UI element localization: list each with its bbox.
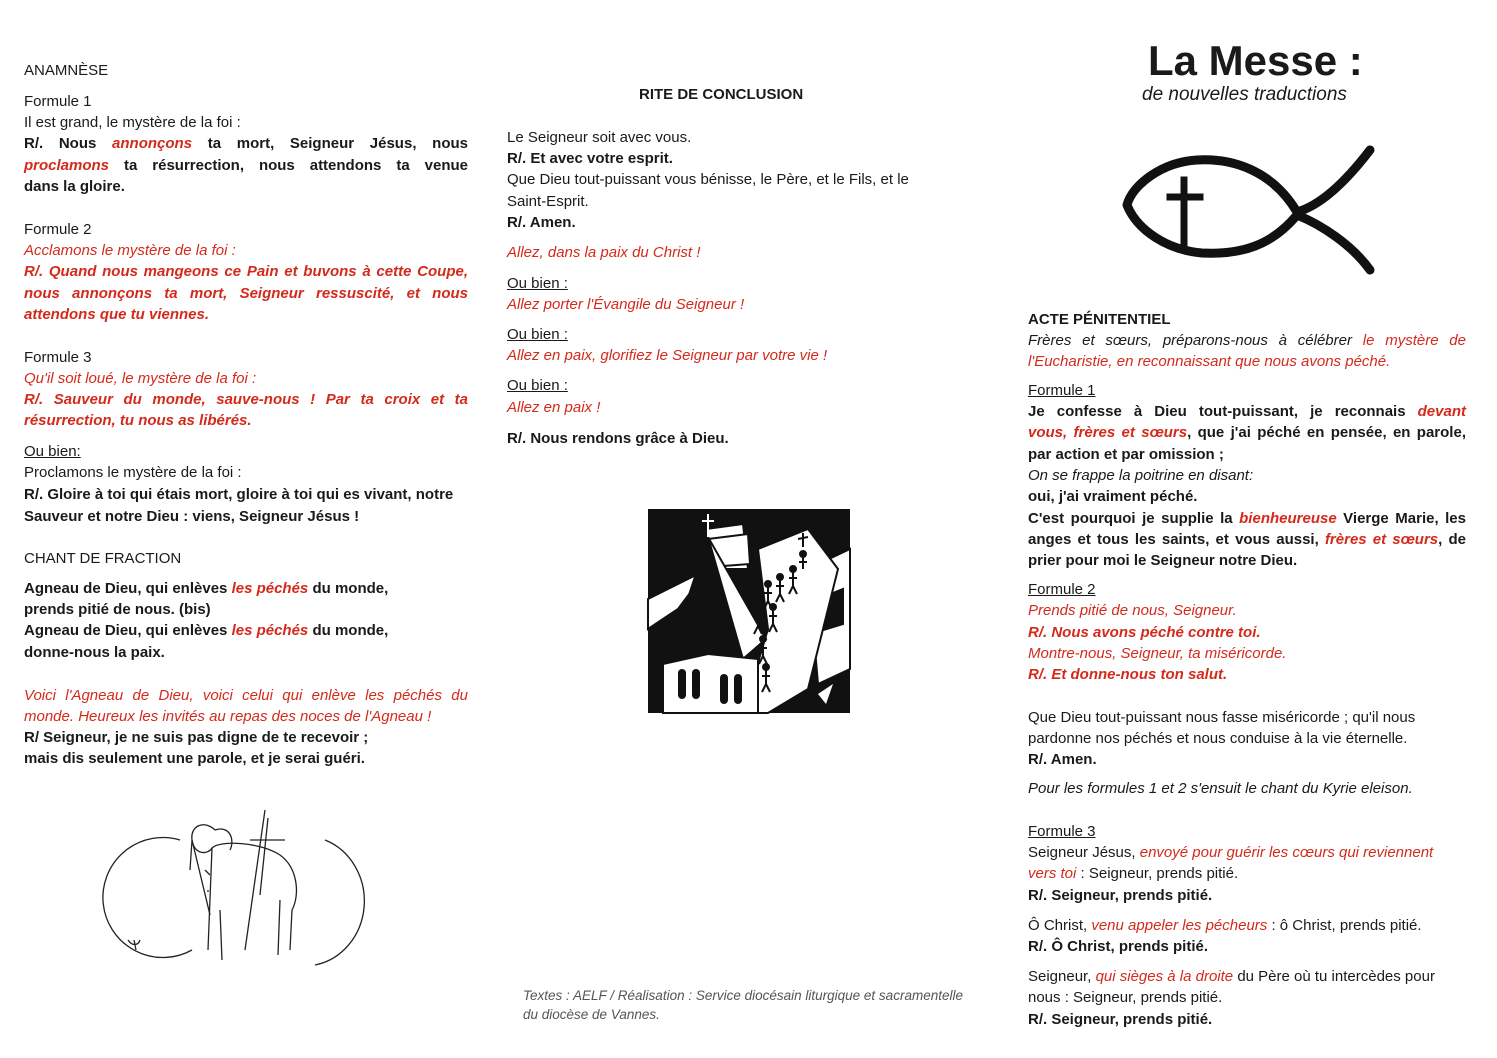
rite-line-10: R/. Nous rendons grâce à Dieu.: [507, 430, 729, 447]
formule-2-intro: Acclamons le mystère de la foi :: [24, 242, 236, 259]
ou-bien-2: Ou bien :: [507, 326, 568, 343]
formule-1-label: Formule 1: [24, 93, 92, 110]
formule-1-response-line-1: R/. Nous annonçons ta mort, Seigneur Jésus, nous: [24, 135, 468, 152]
rite-line-3: Que Dieu tout-puissant vous bénisse, le Père, et le Fils, et le: [507, 171, 909, 188]
formule-2-response-line-3: attendons que tu viennes.: [24, 306, 210, 323]
rite-line-2: R/. Et avec votre esprit.: [507, 150, 673, 167]
ou-bien-intro: Proclamons le mystère de la foi :: [24, 464, 242, 481]
absolution-line-2: pardonne nos péchés et nous conduise à la vie éternelle.: [1028, 730, 1408, 747]
formule-2-label: Formule 2: [24, 221, 92, 238]
ou-bien-response-line-1: R/. Gloire à toi qui étais mort, gloire à toi qui es vivant, notre: [24, 486, 454, 503]
acte-formule-3-label: Formule 3: [1028, 823, 1096, 840]
page-subtitle: de nouvelles traductions: [1142, 84, 1347, 105]
acte-intro-line-2: l'Eucharistie, en reconnaissant que nous avons péché.: [1028, 353, 1391, 370]
fraction-heading: CHANT DE FRACTION: [24, 550, 182, 567]
kyrie-1-response: R/. Seigneur, prends pitié.: [1028, 887, 1213, 904]
kyrie-2-response: R/. Seigneur, prends pitié.: [1028, 1011, 1213, 1028]
rite-line-5: R/. Amen.: [507, 214, 576, 231]
agneau-line-1: Agneau de Dieu, qui enlèves les péchés du monde,: [24, 580, 389, 597]
ou-bien-response-line-2: Sauveur et notre Dieu : viens, Seigneur Jésus !: [24, 508, 360, 525]
confiteor-line-6: anges et tous les saints, et vous aussi, frères et sœurs, de: [1028, 531, 1466, 548]
confiteor-line-2: vous, frères et sœurs, que j'ai péché en pensée, en parole,: [1028, 424, 1466, 441]
fish-ichthys-icon: [1122, 150, 1372, 270]
church-procession-illustration: [648, 509, 850, 713]
ou-bien-1: Ou bien :: [507, 275, 568, 292]
agneau-line-3: Agneau de Dieu, qui enlèves les péchés du monde,: [24, 622, 389, 639]
ou-bien-label: Ou bien:: [24, 443, 81, 460]
confiteor-line-1: Je confesse à Dieu tout-puissant, je reconnais devant: [1028, 403, 1466, 420]
kyrie-note: Pour les formules 1 et 2 s'ensuit le chant du Kyrie eleison.: [1028, 780, 1413, 797]
formule-2-response-line-1: R/. Quand nous mangeons ce Pain et buvons à cette Coupe,: [24, 263, 468, 280]
response-line-2: mais dis seulement une parole, et je serai guéri.: [24, 750, 365, 767]
acte-formule-1-label: Formule 1: [1028, 382, 1096, 399]
acte-formule-2-label: Formule 2: [1028, 581, 1096, 598]
confiteor-line-5: C'est pourquoi je supplie la bienheureuse Vierge Marie, les: [1028, 510, 1466, 527]
acte-intro-line-1: Frères et sœurs, préparons-nous à célébrer le mystère de: [1028, 332, 1466, 349]
rite-line-9: Allez en paix !: [507, 399, 601, 416]
formule-3-response-line-1: R/. Sauveur du monde, sauve-nous ! Par ta croix et ta: [24, 391, 468, 408]
credit-line-2: du diocèse de Vannes.: [523, 1007, 660, 1022]
rite-line-4: Saint-Esprit.: [507, 193, 589, 210]
agneau-line-4: donne-nous la paix.: [24, 644, 165, 661]
absolution-amen: R/. Amen.: [1028, 751, 1097, 768]
formule-2-line-3: Montre-nous, Seigneur, ta miséricorde.: [1028, 645, 1287, 662]
formule-3-intro: Qu'il soit loué, le mystère de la foi :: [24, 370, 257, 387]
credit-note: [523, 986, 993, 1024]
rite-line-7: Allez porter l'Évangile du Seigneur !: [507, 296, 745, 313]
formule-2-line-1: Prends pitié de nous, Seigneur.: [1028, 602, 1237, 619]
rite-line-8: Allez en paix, glorifiez le Seigneur par votre vie !: [507, 347, 828, 364]
acte-heading: ACTE PÉNITENTIEL: [1028, 311, 1171, 328]
rite-line-1: Le Seigneur soit avec vous.: [507, 129, 692, 146]
confiteor-line-4: oui, j'ai vraiment péché.: [1028, 488, 1198, 505]
confiteor-line-7: prier pour moi le Seigneur notre Dieu.: [1028, 552, 1298, 569]
anamnese-heading: ANAMNÈSE: [24, 62, 109, 79]
agneau-line-2: prends pitié de nous. (bis): [24, 601, 211, 618]
rite-line-6: Allez, dans la paix du Christ !: [507, 244, 701, 261]
kyrie-2-line-1: Seigneur, qui sièges à la droite du Père où tu intercèdes pour: [1028, 968, 1435, 985]
kyrie-2-line-2: nous : Seigneur, prends pitié.: [1028, 989, 1223, 1006]
page-title: La Messe :: [1148, 37, 1363, 84]
formule-1-intro: Il est grand, le mystère de la foi :: [24, 114, 241, 131]
formule-1-response-line-3: dans la gloire.: [24, 178, 125, 195]
confiteor-line-3: par action et par omission ;: [1028, 446, 1224, 463]
formule-3-label: Formule 3: [24, 349, 92, 366]
formule-2-line-4: R/. Et donne-nous ton salut.: [1028, 666, 1228, 683]
rite-heading: RITE DE CONCLUSION: [639, 86, 804, 103]
voici-line-1: Voici l'Agneau de Dieu, voici celui qui enlève les péchés du: [24, 687, 468, 704]
kyrie-1-line-2: vers toi : Seigneur, prends pitié.: [1028, 865, 1239, 882]
formule-2-response-line-2: nous annonçons ta mort, Seigneur ressuscité, et nous: [24, 285, 468, 302]
christe-line: Ô Christ, venu appeler les pécheurs : ô Christ, prends pitié.: [1028, 917, 1422, 934]
confiteor-rubric: On se frappe la poitrine en disant:: [1028, 467, 1254, 484]
kyrie-1-line-1: Seigneur Jésus, envoyé pour guérir les cœurs qui reviennent: [1028, 844, 1434, 861]
lamb-of-god-illustration: [120, 800, 380, 980]
ou-bien-3: Ou bien :: [507, 377, 568, 394]
voici-line-2: monde. Heureux les invités au repas des noces de l'Agneau !: [24, 708, 432, 725]
formule-1-response-line-2: proclamons ta résurrection, nous attendons ta venue: [24, 157, 468, 174]
absolution-line-1: Que Dieu tout-puissant nous fasse miséricorde ; qu'il nous: [1028, 709, 1416, 726]
formule-2-line-2: R/. Nous avons péché contre toi.: [1028, 624, 1261, 641]
christe-response: R/. Ô Christ, prends pitié.: [1028, 938, 1209, 955]
credit-line-1: Textes : AELF / Réalisation : Service diocésain liturgique et sacramentelle: [523, 988, 963, 1003]
response-line-1: R/ Seigneur, je ne suis pas digne de te recevoir ;: [24, 729, 369, 746]
formule-3-response-line-2: résurrection, tu nous as libérés.: [24, 412, 252, 429]
